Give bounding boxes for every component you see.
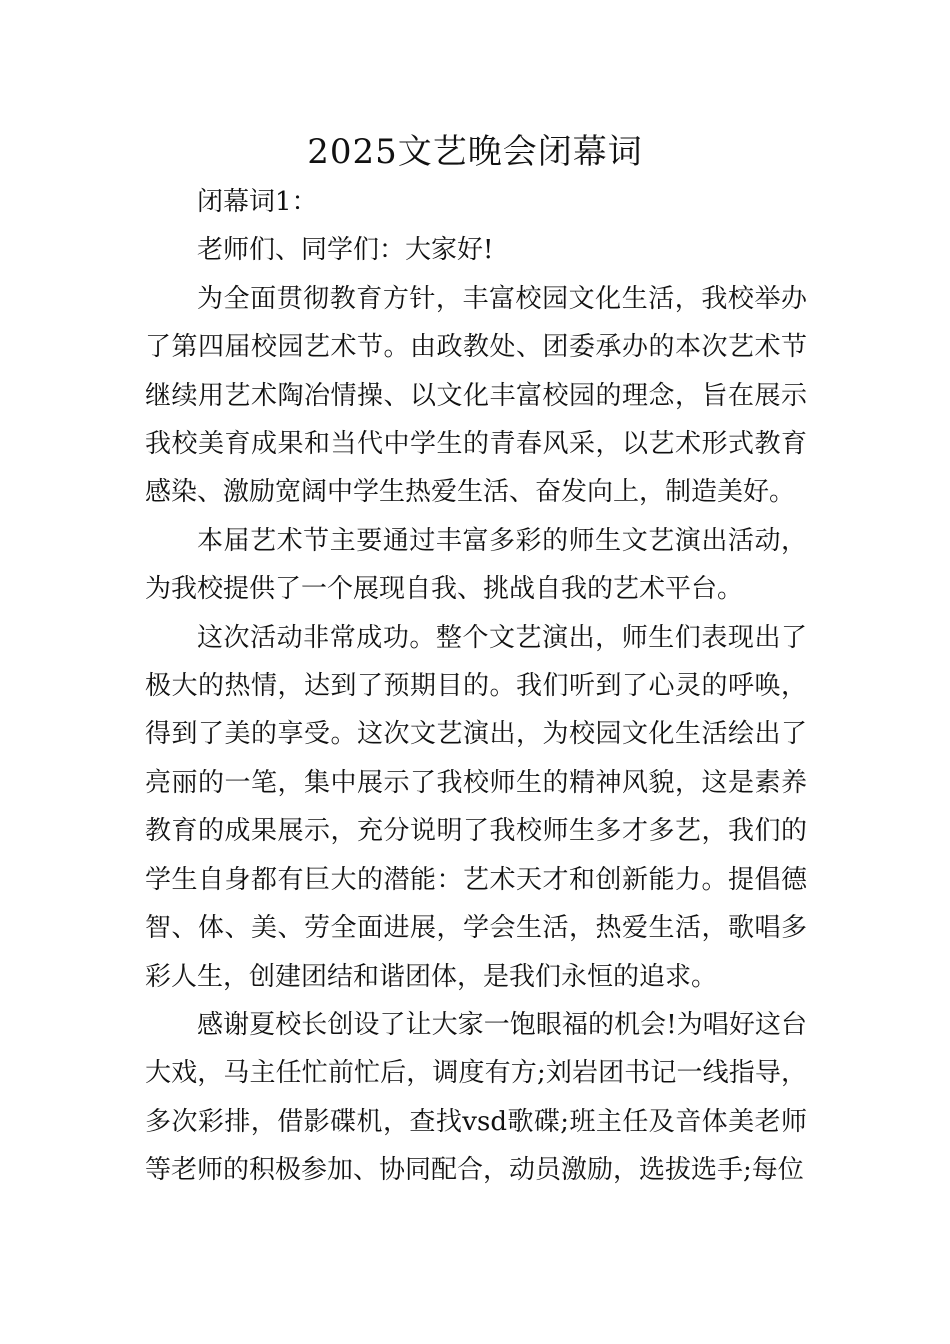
paragraph-platform: 本届艺术节主要通过丰富多彩的师生文艺演出活动，为我校提供了一个展现自我、挑战自我的艺术平台。	[145, 525, 807, 605]
paragraph-thanks: 感谢夏校长创设了让大家一饱眼福的机会!为唱好这台大戏，马主任忙前忙后，调度有方;刘岩团书记一线指导，多次彩排，借影碟机，查找vsd歌碟;班主任及音体美老师等老师的积极参加、协同配合，动员激励，选拔选手;每位	[145, 1009, 807, 1186]
paragraph-greeting: 老师们、同学们：大家好!	[197, 235, 494, 266]
paragraph-heading: 闭幕词1：	[197, 187, 318, 217]
paragraph-intro: 为全面贯彻教育方针，丰富校园文化生活，我校举办了第四届校园艺术节。由政教处、团委承办的本次艺术节继续用艺术陶冶情操、以文化丰富校园的理念，旨在展示我校美育成果和当代中学生的青春风采，以艺术形式教育感染、激励宽阔中学生热爱生活、奋发向上，制造美好。	[145, 283, 807, 508]
paragraph-success: 这次活动非常成功。整个文艺演出，师生们表现出了极大的热情，达到了预期目的。我们听到了心灵的呼唤，得到了美的享受。这次文艺演出，为校园文化生活绘出了亮丽的一笔，集中展示了我校师生的精神风貌，这是素养教育的成果展示，充分说明了我校师生多才多艺，我们的学生自身都有巨大的潜能：艺术天才和创新能力。提倡德智、体、美、劳全面进展，学会生活，热爱生活，歌唱多彩人生，创建团结和谐团体，是我们永恒的追求。	[145, 622, 807, 992]
document-title: 2025文艺晚会闭幕词	[307, 132, 643, 172]
document-body	[145, 178, 807, 1195]
